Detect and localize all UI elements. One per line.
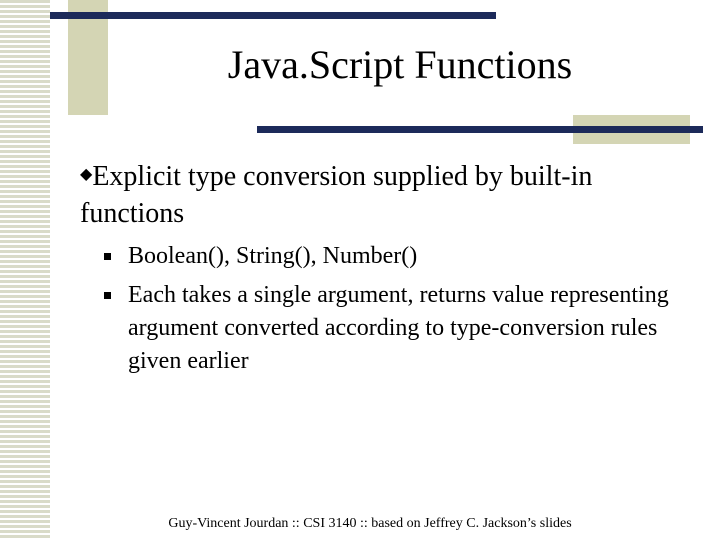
slide-title: Java.Script Functions xyxy=(227,42,573,87)
title-top-bar xyxy=(50,12,496,19)
sub-bullet-list xyxy=(104,240,684,384)
main-bullet-text: Explicit type conversion supplied by built-in functions xyxy=(80,161,593,229)
sub-bullet-text: Boolean(), String(), Number() xyxy=(128,243,418,269)
sub-bullet-item xyxy=(104,240,684,273)
diamond-bullet-icon: ◆ xyxy=(80,166,93,183)
left-stripe-decoration xyxy=(0,0,50,540)
sub-bullet-item xyxy=(104,279,684,378)
square-bullet-icon xyxy=(104,292,111,299)
sub-bullet-text: Each takes a single argument, returns value representing argument converted according to type-conversion rules given earlier xyxy=(128,282,669,374)
main-bullet xyxy=(80,156,700,232)
square-bullet-icon xyxy=(104,253,111,260)
title-bottom-bar xyxy=(257,126,703,133)
slide-footer: Guy-Vincent Jourdan :: CSI 3140 :: based on Jeffrey C. Jackson’s slides xyxy=(168,516,572,531)
